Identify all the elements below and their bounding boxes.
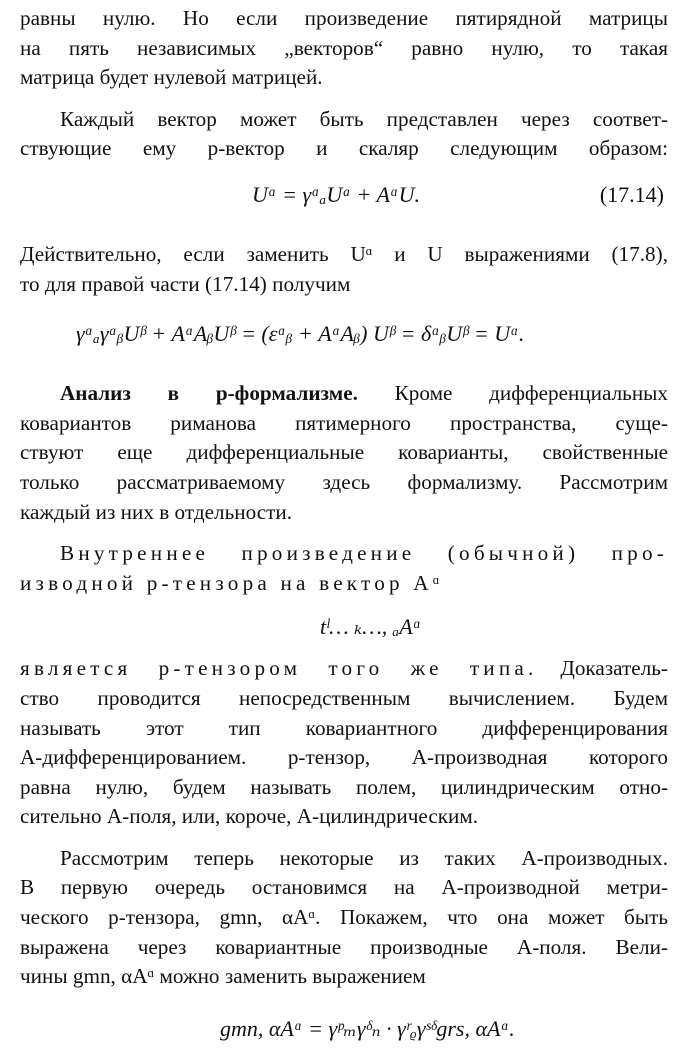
equation-unnumbered bbox=[20, 299, 668, 361]
paragraph-3 bbox=[20, 240, 668, 299]
paragraph-2 bbox=[20, 105, 668, 164]
text-line: Действительно, если заменить Uᵅ и U выражениями (17.8), bbox=[20, 241, 668, 266]
text-line: A-дифференцированием. p-тензор, A-производная которого bbox=[20, 745, 668, 770]
text-line: матрица будет нулевой матрицей. bbox=[20, 65, 323, 90]
text-line: изводной p-тензора на вектор Aᵅ bbox=[20, 570, 444, 595]
text-line: ковариантов риманова пятимерного пространства, суще- bbox=[20, 410, 668, 435]
text-line: сительно A-поля, или, короче, A-цилиндрическим. bbox=[20, 804, 479, 829]
text-line: ствующие ему p-вектор и скаляр следующим образом: bbox=[20, 136, 668, 161]
equation-body: gmn, αAᵅ = γᵖₘγᵟₙ · γʳᵨγˢᵟgrs, αAᵅ. bbox=[220, 1015, 515, 1041]
text-line: равны нулю. Но если произведение пятирядной матрицы bbox=[20, 6, 668, 30]
paragraph-6 bbox=[20, 654, 668, 832]
text-line: Анализ в p-формализме. Кроме дифференциальных bbox=[60, 381, 668, 406]
text-line: чины gmn, αAᵅ можно заменить выражением bbox=[20, 964, 426, 989]
text-line: В первую очередь остановимся на A-производной метри- bbox=[20, 875, 668, 900]
text-line: ческого p-тензора, gmn, αAᵅ. Покажем, что она может быть bbox=[20, 905, 668, 930]
section-heading: Анализ в p-формализме. bbox=[60, 381, 358, 406]
text-line: Рассмотрим теперь некоторые из таких A-производных. bbox=[60, 845, 668, 870]
paragraph-7 bbox=[20, 844, 668, 992]
text-line: называть этот тип ковариантного дифференцирования bbox=[20, 715, 668, 740]
text-line: выражена через ковариантные производные A-поля. Вели- bbox=[20, 934, 668, 959]
text-line: ство проводится непосредственным вычислением. Будем bbox=[20, 685, 668, 710]
paragraph-1 bbox=[20, 4, 668, 93]
text-line: на пять независимых „векторов“ равно нулю, то такая bbox=[20, 35, 668, 60]
text-line: равна нулю, будем называть полем, цилиндрическим отно- bbox=[20, 774, 668, 799]
text-line: ствуют еще дифференциальные коварианты, свойственные bbox=[20, 440, 668, 465]
paragraph-5 bbox=[20, 539, 668, 598]
equation-body: Uᵅ = γᵅₐUᵃ + AᵅU. bbox=[252, 181, 421, 207]
text-line: то для правой части (17.14) получим bbox=[20, 271, 351, 296]
text-line: только рассматриваемому здесь формализму. Рассмотрим bbox=[20, 469, 668, 494]
paragraph-4 bbox=[20, 379, 668, 527]
equation-tensor-product bbox=[20, 598, 668, 654]
text-line: каждый из них в отдельности. bbox=[20, 499, 293, 524]
equation-body: γᵅₐγᵃᵦUᵝ + AᵅAᵦUᵝ = (εᵅᵦ + AᵅAᵦ) Uᵝ = δᵅᵦUᵝ = Uᵅ. bbox=[76, 321, 525, 347]
text-line: Внутреннее произведение (обычной) про- bbox=[60, 541, 668, 566]
text-line: является p-тензором того же типа. Доказатель- bbox=[20, 656, 668, 681]
equation-number: (17.14) bbox=[599, 181, 664, 207]
equation-17-14 bbox=[20, 164, 668, 222]
text-line: Каждый вектор может быть представлен через соответ- bbox=[60, 106, 668, 131]
equation-metric-derivative bbox=[20, 992, 668, 1052]
equation-body: tˡ… ₖ…, ₐAᵅ bbox=[320, 614, 422, 640]
